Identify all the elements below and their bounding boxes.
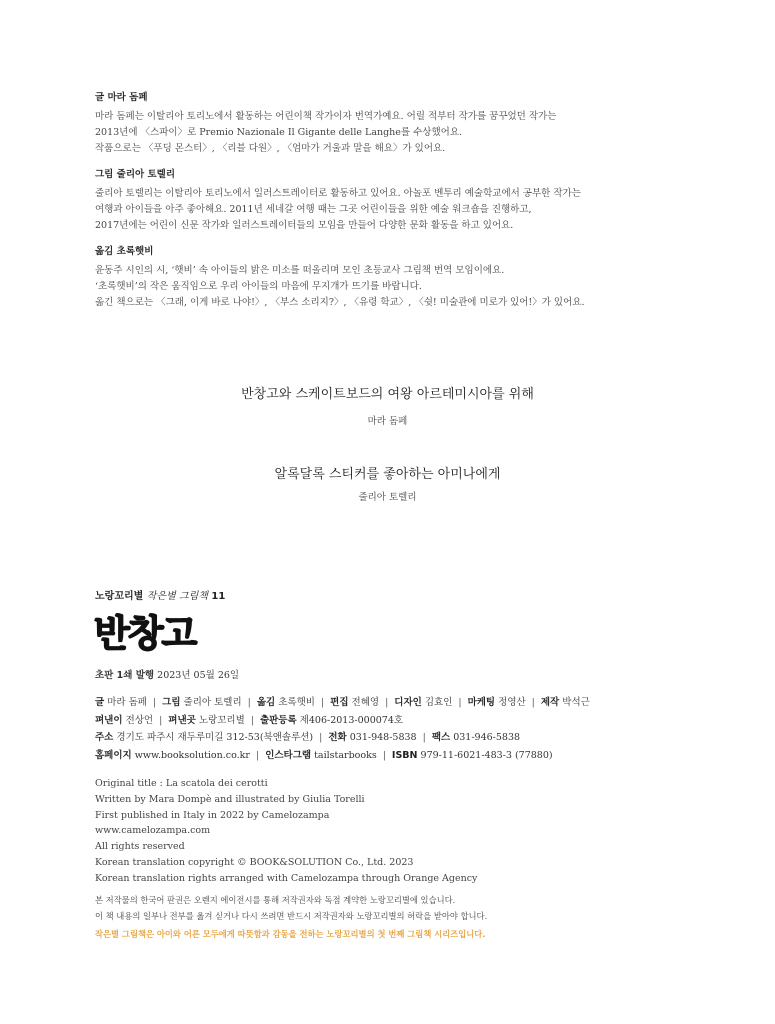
- credit-label: 인스타그램: [265, 749, 312, 761]
- original-copyright-line: Written by Mara Dompè and illustrated by Giulia Torelli: [95, 793, 365, 805]
- series-name: 노랑꼬리별: [95, 591, 144, 602]
- credits-separator: |: [458, 697, 462, 708]
- credit-label: 팩스: [431, 732, 451, 743]
- credit-value: 031-948-5838: [349, 732, 417, 743]
- credit-value: 박석근: [562, 697, 590, 708]
- credits-separator: |: [250, 714, 254, 726]
- publication-date: [95, 667, 239, 681]
- book-title-logo: [93, 610, 218, 652]
- credit-value: 979-11-6021-483-3 (77880): [420, 749, 553, 761]
- credit-label: 전화: [328, 732, 347, 743]
- rights-notice-line: 본 저작물의 한국어 판권은 오렌지 에이전시를 통해 저작권자와 독점 계약한 노랑꼬리별에 있습니다.: [95, 895, 456, 905]
- rights-notice-line: 이 책 내용의 일부나 전부를 옮겨 싣거나 다시 쓰려면 반드시 저작권자와 노랑꼬리별의 허락을 받아야 합니다.: [95, 911, 488, 921]
- credit-label: 출판등록: [259, 714, 297, 726]
- translator-bio-line: 윤동주 시인의 시, ‘햇비’ 속 아이들의 밝은 미소를 떠올리며 모인 초등교사 그림책 번역 모임이에요.: [95, 265, 505, 276]
- publication-date-value: 2023년 05월 26일: [157, 670, 240, 681]
- credit-value: 마라 돔페: [107, 697, 147, 708]
- book-title-logo-text: 반창고: [94, 612, 196, 652]
- original-copyright-line: All rights reserved: [95, 841, 185, 853]
- series-number: 11: [211, 591, 226, 602]
- credit-value: 경기도 파주시 재두루미길 312-53(북앤솔루션): [116, 732, 314, 743]
- original-copyright-line: Korean translation copyright © BOOK&SOLUTION Co., Ltd. 2023: [95, 856, 414, 868]
- translator-bio-line: 옮긴 책으로는 〈그래, 이게 바로 나야!〉, 〈부스 소리지?〉, 〈유령 학교〉, 〈쉿! 미술관에 미로가 있어!〉가 있어요.: [95, 296, 585, 308]
- dedication-author: 반창고와 스케이트보드의 여왕 아르테미시아를 위해: [241, 387, 534, 402]
- series-tagline: 작은별 그림책은 아이와 어른 모두에게 따뜻함과 감동을 전하는 노랑꼬리별의 첫 번째 그림책 시리즈입니다.: [95, 929, 486, 939]
- rights-notice: [95, 892, 735, 924]
- credit-value: 031-946-5838: [453, 732, 521, 743]
- credit-label: 그림: [162, 697, 181, 708]
- credit-label: 제작: [540, 697, 560, 708]
- credits-separator: |: [422, 732, 426, 743]
- credit-value: 정영산: [498, 697, 526, 708]
- translator-bio: [95, 245, 715, 310]
- author-bio-line: 마라 돔페는 이탈리아 토리노에서 활동하는 어린이책 작가이자 번역가예요. 어릴 적부터 작가를 꿈꾸었던 작가는: [95, 111, 557, 122]
- series-hand: 작은별 그림책: [146, 591, 208, 602]
- illustrator-bio-line: 2017년에는 어린이 신문 작가와 일러스트레이터들의 모임을 만들어 다양한 문화 활동을 하고 있어요.: [95, 219, 514, 231]
- credits-separator: |: [152, 697, 157, 708]
- illustrator-bio-title: 그림 줄리아 토렐리: [95, 169, 176, 180]
- credits-separator: |: [320, 697, 325, 708]
- author-bio: [95, 91, 715, 156]
- credits-row: [95, 729, 735, 747]
- original-copyright-line: First published in Italy in 2022 by Camelozampa: [95, 809, 330, 821]
- credits-row: [95, 712, 735, 730]
- credit-label: 옮김: [256, 697, 276, 708]
- credit-value: 제406-2013-000074호: [299, 714, 404, 726]
- original-copyright-line: Original title : La scatola dei cerotti: [95, 778, 268, 789]
- credits-separator: |: [247, 697, 251, 708]
- translator-bio-title: 옮김 초록햇비: [95, 246, 154, 257]
- translator-bio-line: ‘초록햇비’의 작은 움직임으로 우리 아이들의 마음에 무지개가 뜨기를 바랍니다.: [95, 280, 422, 292]
- author-bio-line: 작품으로는 〈푸딩 몬스터〉, 〈리블 다원〉, 〈엄마가 거울과 말을 해요〉가 있어요.: [95, 142, 446, 154]
- credit-label: 글: [95, 697, 105, 708]
- credits-separator: |: [319, 732, 323, 743]
- credit-value: tailstarbooks: [314, 749, 377, 761]
- credit-value: 김효인: [424, 697, 453, 708]
- credit-label: ISBN: [391, 749, 418, 761]
- credits-separator: |: [382, 749, 386, 761]
- credit-label: 마케팅: [467, 697, 496, 708]
- credits-separator: |: [531, 697, 535, 708]
- credit-label: 펴낸이: [95, 714, 123, 726]
- original-copyright: [95, 776, 715, 887]
- illustrator-bio: [95, 168, 715, 233]
- author-bio-line: 2013년에 〈스파이〉로 Premio Nazionale Il Gigante delle Langhe를 수상했어요.: [95, 126, 463, 138]
- credit-value: 노랑꼬리별: [198, 714, 245, 726]
- credit-label: 디자인: [394, 697, 422, 708]
- illustrator-bio-line: 줄리아 토렐리는 이탈리아 토리노에서 일러스트레이터로 활동하고 있어요. 아놀포 벤투리 예술학교에서 공부한 작가는: [95, 188, 581, 199]
- credit-label: 주소: [95, 732, 114, 743]
- credits-separator: |: [255, 749, 260, 761]
- original-copyright-line: Korean translation rights arranged with Camelozampa through Orange Agency: [95, 872, 478, 884]
- series-label: [95, 587, 225, 602]
- credits-separator: |: [385, 697, 389, 708]
- credit-value: 초록햇비: [278, 697, 315, 708]
- credit-value: www.booksolution.co.kr: [134, 749, 250, 761]
- credits-row: [95, 747, 735, 765]
- dedication-author-signature: 마라 돔페: [367, 416, 408, 427]
- credit-value: 전혜영: [351, 697, 380, 708]
- author-bio-title: 글 마라 돔페: [95, 92, 148, 103]
- credits-separator: |: [159, 714, 163, 726]
- dedication-illustrator-signature: 줄리아 토렐리: [358, 492, 417, 503]
- credit-label: 홈페이지: [95, 749, 132, 761]
- credits-row: [95, 694, 735, 712]
- publication-date-label: 초판 1쇄 발행: [95, 670, 155, 681]
- dedication-illustrator: 알록달록 스티커를 좋아하는 아미나에게: [274, 467, 501, 482]
- illustrator-bio-line: 여행과 아이들을 아주 좋아해요. 2011년 세네갈 여행 때는 그곳 어린이들을 위한 예술 워크숍을 진행하고,: [95, 203, 532, 215]
- credit-label: 편집: [330, 697, 349, 708]
- original-copyright-line: www.camelozampa.com: [95, 825, 211, 837]
- credit-value: 줄리아 토렐리: [183, 697, 242, 708]
- credit-label: 펴낸곳: [168, 714, 196, 726]
- credit-value: 전상언: [125, 714, 154, 726]
- credits-block: [95, 694, 735, 764]
